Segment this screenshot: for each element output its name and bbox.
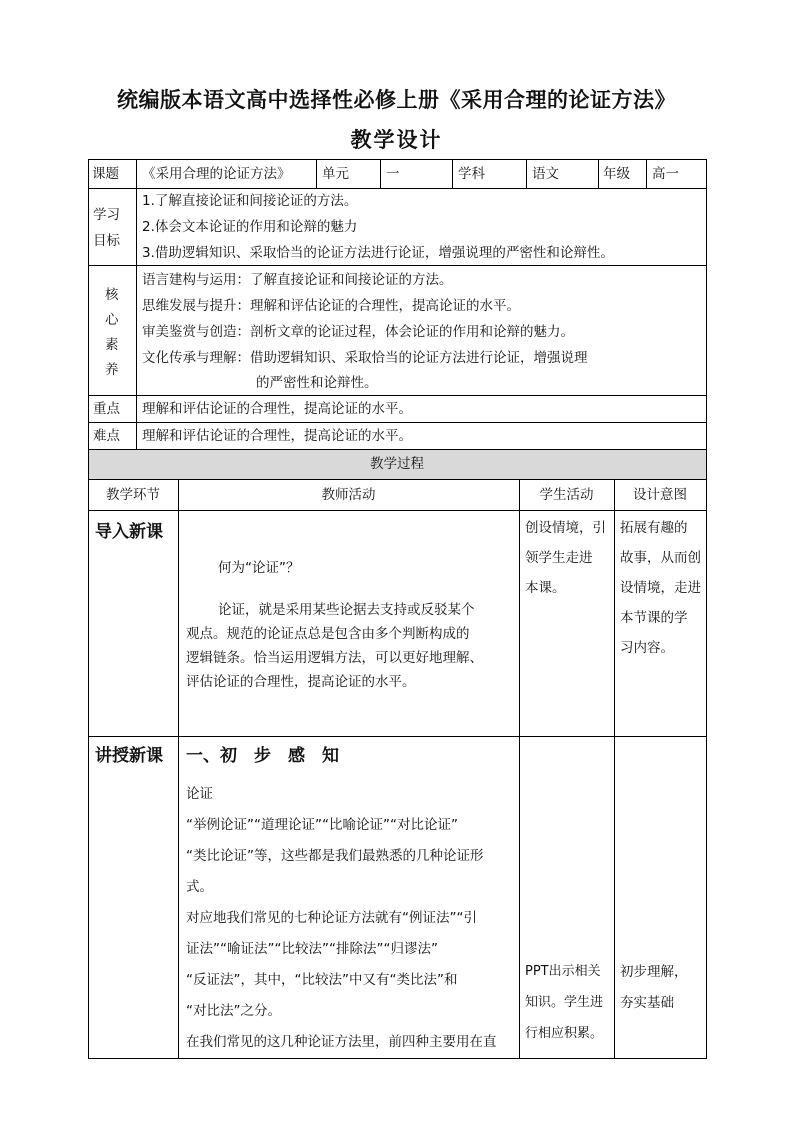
difficulty-value: 理解和评估论证的合理性，提高论证的水平。 xyxy=(142,428,412,444)
teacher-paragraph-line: 论证，就是采用某些论据去支持或反驳某个 xyxy=(218,602,475,618)
student-activity-line: 创设情境，引 xyxy=(525,520,606,536)
grade-label: 年级 xyxy=(603,166,630,182)
column-header-stage: 教学环节 xyxy=(106,487,160,503)
topic-label: 课题 xyxy=(92,166,119,182)
design-intent-line: 习内容。 xyxy=(620,640,674,656)
grade-value: 高一 xyxy=(652,166,679,182)
stage-name: 讲授新课 xyxy=(95,746,163,766)
teacher-question: 何为“论证”？ xyxy=(218,560,300,576)
document-subtitle: 教学设计 xyxy=(350,127,443,152)
column-header-teacher: 教师活动 xyxy=(321,487,376,503)
teacher-text-line: 对应地我们常见的七种论证方法就有“例证法”“引 xyxy=(186,910,477,926)
process-header: 教学过程 xyxy=(370,456,424,472)
goals-label-line1: 学习 xyxy=(93,207,120,223)
teacher-text-line: 在我们常见的这几种论证方法里，前四种主要用在直 xyxy=(186,1034,497,1050)
student-activity-line: PPT出示相关 xyxy=(525,964,601,979)
subject-label: 学科 xyxy=(458,166,485,182)
student-activity-line: 本课。 xyxy=(525,580,566,596)
teacher-paragraph-line: 逻辑链条。恰当运用逻辑方法，可以更好地理解、 xyxy=(186,650,483,666)
core-item-continued: 的严密性和论辩性。 xyxy=(256,375,378,391)
teacher-text-line: 证法”“喻证法”“比较法”“排除法”“归谬法” xyxy=(186,941,438,957)
design-intent-line: 故事，从而创 xyxy=(620,550,701,566)
unit-value: 一 xyxy=(386,166,400,182)
teacher-text-line: “类比论证”等，这些都是我们最熟悉的几种论证形 xyxy=(186,848,484,864)
teacher-text-line: 论证 xyxy=(186,786,213,802)
unit-label: 单元 xyxy=(322,166,349,182)
difficulty-label: 难点 xyxy=(93,428,120,444)
design-intent-line: 拓展有趣的 xyxy=(620,520,688,536)
student-activity-line: 知识。学生进 xyxy=(525,995,604,1010)
teacher-text-line: “反证法”，其中，“比较法”中又有“类比法”和 xyxy=(186,972,458,988)
core-label-char: 心 xyxy=(105,312,119,328)
design-intent-line: 设情境，走进 xyxy=(620,580,701,596)
key-point-value: 理解和评估论证的合理性，提高论证的水平。 xyxy=(142,401,412,417)
teacher-text-line: 式。 xyxy=(186,879,213,895)
column-header-student: 学生活动 xyxy=(539,487,594,503)
core-item: 思维发展与提升：理解和评估论证的合理性，提高论证的水平。 xyxy=(142,298,520,314)
goal-item: 3.借助逻辑知识、采取恰当的论证方法进行论证，增强说理的严密性和论辩性。 xyxy=(142,245,614,261)
key-point-label: 重点 xyxy=(93,401,120,417)
topic-value: 《采用合理的论证方法》 xyxy=(142,166,291,182)
goal-item: 1.了解直接论证和间接论证的方法。 xyxy=(142,193,358,209)
column-header-intent: 设计意图 xyxy=(633,487,687,503)
core-label-char: 养 xyxy=(105,362,119,378)
design-intent-line: 初步理解， xyxy=(620,964,688,980)
teacher-paragraph-line: 评估论证的合理性，提高论证的水平。 xyxy=(186,674,416,690)
design-intent-line: 夯实基础 xyxy=(620,995,674,1011)
goals-label-line2: 目标 xyxy=(93,233,120,249)
core-item: 文化传承与理解：借助逻辑知识、采取恰当的论证方法进行论证，增强说理 xyxy=(142,350,588,366)
design-intent-line: 本节课的学 xyxy=(620,610,688,626)
goal-item: 2.体会文本论证的作用和论辩的魅力 xyxy=(142,219,358,235)
stage-name: 导入新课 xyxy=(95,522,163,542)
core-item: 语言建构与运用：了解直接论证和间接论证的方法。 xyxy=(142,272,453,288)
teacher-text-line: “举例论证”“道理论证”“比喻论证”“对比论证” xyxy=(186,817,458,833)
document-title: 统编版本语文高中选择性必修上册《采用合理的论证方法》 xyxy=(117,87,676,112)
teacher-paragraph-line: 观点。规范的论证点总是包含由多个判断构成的 xyxy=(186,626,470,642)
section-heading: 一、初 步 感 知 xyxy=(186,746,339,766)
core-label-char: 素 xyxy=(105,337,119,353)
student-activity-line: 领学生走进 xyxy=(525,550,593,566)
core-item: 审美鉴赏与创造：剖析文章的论证过程，体会论证的作用和论辩的魅力。 xyxy=(142,324,574,340)
core-label-char: 核 xyxy=(105,287,119,303)
subject-value: 语文 xyxy=(532,166,559,182)
student-activity-line: 行相应积累。 xyxy=(525,1026,604,1041)
teacher-text-line: “对比法”之分。 xyxy=(186,1003,281,1019)
